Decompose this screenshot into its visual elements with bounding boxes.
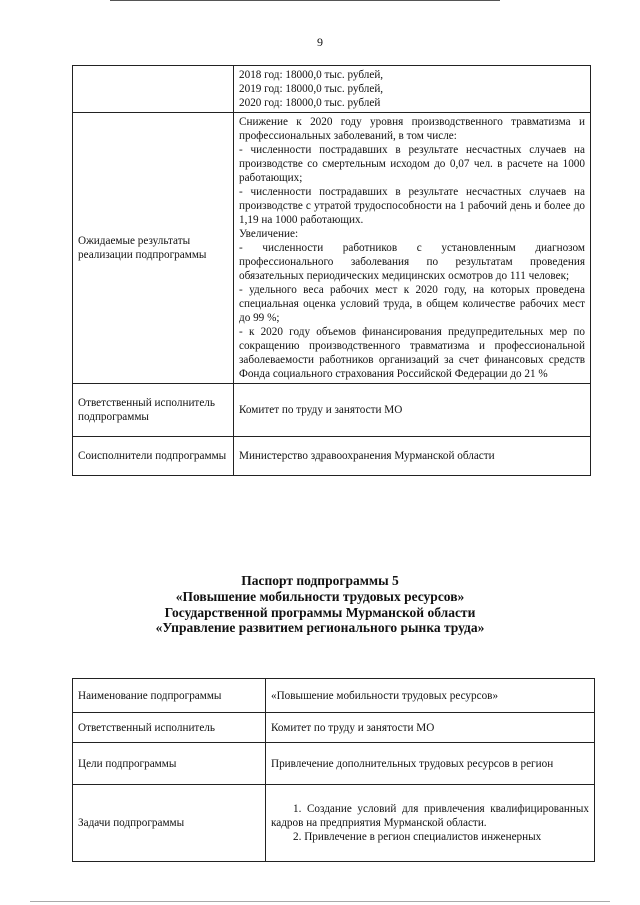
results-line: - численности работников с установленным диагнозом профессионального заболевания по результатам проведения обязательных периодических медицинских осмотров до 111 человек; [239,242,585,282]
passport-heading [0,573,640,636]
top-rule [110,0,500,1]
results-line: Увеличение: [239,228,299,240]
table-row [73,113,591,384]
goals-label: Цели подпрограммы [73,743,266,785]
exec-label: Ответственный исполнитель [73,713,266,743]
coexec-label: Соисполнители подпрограммы [73,437,234,476]
table-cell-empty [73,66,234,113]
table-row [73,437,591,476]
passport-table-5 [72,678,595,862]
table-row [73,679,595,713]
results-cell [234,113,591,384]
goals-value: Привлечение дополнительных трудовых ресурсов в регион [266,743,595,785]
task-item: 2. Привлечение в регион специалистов инженерных [293,831,542,843]
task-item: 1. Создание условий для привлечения квалифицированных кадров на предприятия Мурманской области. [271,803,589,829]
table-row [73,66,591,113]
passport-table-continued [72,65,591,476]
finance-years-cell [234,66,591,113]
table-row [73,785,595,862]
finance-line: 2020 год: 18000,0 тыс. рублей [239,97,381,109]
results-label: Ожидаемые результаты реализации подпрограммы [73,113,234,384]
results-line: Снижение к 2020 году уровня производственного травматизма и профессиональных заболеваний, в том числе: [239,116,585,142]
tasks-cell [266,785,595,862]
heading-line: «Управление развитием регионального рынка труда» [155,620,485,636]
results-line: - численности пострадавших в результате несчастных случаев на производстве с утратой трудоспособности на 1 рабочий день и более до 1,19 на 1000 работающих. [239,186,585,226]
heading-line: «Повышение мобильности трудовых ресурсов» [175,588,465,604]
table-row [73,713,595,743]
bottom-rule [30,901,610,902]
name-label: Наименование подпрограммы [73,679,266,713]
responsible-value: Комитет по труду и занятости МО [234,384,591,437]
exec-value: Комитет по труду и занятости МО [266,713,595,743]
table-row [73,384,591,437]
coexec-value: Министерство здравоохранения Мурманской области [234,437,591,476]
responsible-label: Ответственный исполнитель подпрограммы [73,384,234,437]
table-row [73,743,595,785]
name-value: «Повышение мобильности трудовых ресурсов» [266,679,595,713]
page-number: 9 [317,35,323,49]
results-line: - удельного веса рабочих мест к 2020 году, на которых проведена специальная оценка условий труда, в общем количестве рабочих мест до 99 %; [239,284,585,324]
finance-line: 2019 год: 18000,0 тыс. рублей, [239,83,384,95]
heading-line: Государственной программы Мурманской области [164,604,476,620]
results-line: - к 2020 году объемов финансирования предупредительных мер по сокращению производственного травматизма и профессиональной заболеваемости работников организаций за счет финансовых средств Фонда социального страхования Российской Федерации до 21 % [239,326,585,380]
tasks-label: Задачи подпрограммы [73,785,266,862]
heading-line: Паспорт подпрограммы 5 [241,573,399,588]
results-line: - численности пострадавших в результате несчастных случаев на производстве со смертельным исходом до 0,07 чел. в расчете на 1000 работающих; [239,144,585,184]
finance-line: 2018 год: 18000,0 тыс. рублей, [239,69,384,81]
